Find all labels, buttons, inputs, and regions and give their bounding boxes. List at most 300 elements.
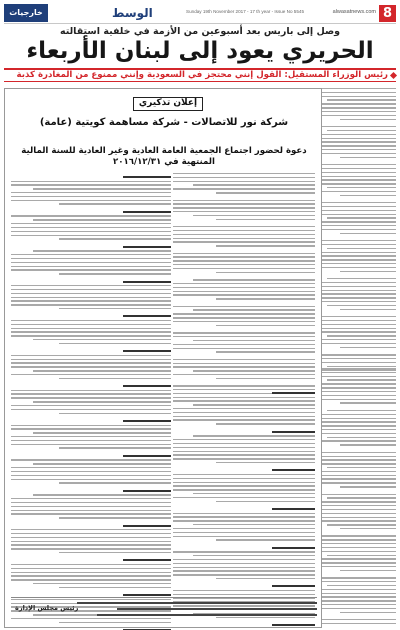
text-line [173,400,315,401]
text-line [316,176,396,177]
text-line [11,572,171,573]
text-line [327,99,396,100]
text-line [11,459,171,460]
text-line [173,520,315,521]
text-line [316,328,396,329]
text-heading-line [123,420,171,422]
text-line [33,583,171,584]
text-line [173,291,315,292]
text-line [11,258,171,259]
text-line [59,447,171,448]
text-line [173,359,315,360]
text-line [11,184,171,185]
text-heading-line [123,176,171,178]
text-line [316,463,396,464]
text-line [316,252,396,253]
text-line [11,393,171,394]
text-line [316,425,396,426]
text-line [316,535,396,536]
text-line [316,475,396,476]
text-line [340,157,396,158]
text-line [316,354,396,355]
text-line [173,574,315,575]
text-line [316,600,396,601]
text-line [327,305,396,306]
text-line [59,308,171,309]
ad-footer-line [117,608,317,610]
text-line [59,238,171,239]
text-line [340,195,396,196]
text-line [216,245,315,246]
text-line [173,234,315,235]
diamond-bullet-icon [390,72,397,79]
ad-agenda-list-2 [173,389,315,604]
text-line [173,200,315,201]
text-line [173,590,315,591]
text-line [327,410,396,411]
article-body-column-lower [316,368,396,626]
section-tab[interactable]: خارجيات [4,4,48,22]
text-line [173,513,315,514]
text-line [216,351,315,352]
text-line [173,419,315,420]
text-heading-line [272,585,315,587]
text-line [173,173,315,174]
text-line [316,596,396,597]
text-line [59,622,171,623]
text-line [173,287,315,288]
text-line [316,391,396,392]
text-line [11,529,171,530]
page-number-badge: 8 [379,5,396,22]
text-line [11,231,171,232]
text-line [11,405,171,406]
text-line [316,604,396,605]
text-line [11,200,171,201]
text-line [11,215,171,216]
text-heading-line [123,211,171,213]
text-line [173,207,315,208]
text-line [316,107,396,108]
text-line [173,181,315,182]
text-line [316,619,396,620]
text-line [11,320,171,321]
text-line [316,509,396,510]
text-line [173,412,315,413]
text-heading-line [123,281,171,283]
text-line [173,567,315,568]
text-line [11,440,171,441]
text-heading-line [123,385,171,387]
text-line [11,196,171,197]
text-line [173,203,315,204]
text-heading-line [272,431,315,433]
text-line [173,474,315,475]
text-line [11,537,171,538]
text-line [11,362,171,363]
text-line [173,532,315,533]
text-line [11,564,171,565]
text-line [316,566,396,567]
text-line [11,262,171,263]
text-line [316,111,396,112]
text-line [316,520,396,521]
text-line [216,462,315,463]
text-line [216,272,315,273]
text-line [340,444,396,445]
text-line [316,229,396,230]
text-line [193,279,315,280]
ad-footer-line [97,614,317,616]
text-heading-line [123,490,171,492]
text-line [327,467,396,468]
text-line [316,324,396,325]
text-line [340,309,396,310]
text-line [316,145,396,146]
text-line [193,309,315,310]
text-line [316,153,396,154]
text-line [340,119,396,120]
text-line [340,347,396,348]
text-line [316,482,396,483]
text-line [316,418,396,419]
text-line [193,340,315,341]
text-line [59,378,171,379]
text-line [11,479,171,480]
text-line [11,425,171,426]
text-line [173,563,315,564]
text-line [316,168,396,169]
text-line [316,259,396,260]
text-heading-line [123,455,171,457]
text-line [11,192,171,193]
text-line [11,335,171,336]
text-line [173,366,315,367]
text-line [173,321,315,322]
text-heading-line [272,547,315,549]
text-line [316,471,396,472]
text-line [11,355,171,356]
text-line [193,370,315,371]
text-line [173,283,315,284]
text-line [33,463,171,464]
ad-footer [11,597,317,621]
text-line [316,368,396,369]
text-line [173,528,315,529]
text-line [173,408,315,409]
text-line [59,552,171,553]
site-url[interactable]: alwasatnews.com [332,9,376,15]
text-line [327,585,396,586]
text-line [327,524,396,525]
text-line [193,555,315,556]
text-line [33,401,171,402]
text-line [173,485,315,486]
text-line [173,268,315,269]
text-line [327,130,396,131]
text-line [11,444,171,445]
text-line [316,115,396,116]
article-subhead: رئيس الوزراء المستقيل: القول إنني محتجز في السعودية وإنني ممنوع من المغادرة كذبة [16,70,388,80]
text-line [316,372,396,373]
text-line [316,547,396,548]
text-line [327,335,396,336]
text-line [59,517,171,518]
text-heading-line [272,392,315,394]
text-line [316,395,396,396]
text-line [316,543,396,544]
text-line [316,608,396,609]
text-line [316,96,396,97]
text-line [11,475,171,476]
text-line [33,250,171,251]
text-line [216,501,315,502]
ad-agenda-text [173,173,315,383]
text-line [327,366,396,367]
text-line [11,359,171,360]
text-line [316,589,396,590]
text-line [316,577,396,578]
text-line [316,551,396,552]
text-line [59,482,171,483]
text-line [173,385,315,386]
text-line [340,570,396,571]
text-line [11,467,171,468]
text-line [316,399,396,400]
text-heading-line [123,559,171,561]
text-line [173,451,315,452]
text-line [316,581,396,582]
text-line [216,219,315,220]
text-line [11,181,171,182]
text-line [11,289,171,290]
ad-footer-line [77,602,317,604]
text-line [59,273,171,274]
text-line [173,536,315,537]
text-line [316,558,396,559]
text-line [33,494,171,495]
text-line [173,416,315,417]
text-line [173,260,315,261]
text-line [11,510,171,511]
subhead-bar [4,68,396,82]
text-line [173,478,315,479]
text-line [11,297,171,298]
text-line [316,343,396,344]
text-line [11,541,171,542]
text-line [173,348,315,349]
text-line [173,454,315,455]
text-line [173,516,315,517]
text-line [316,202,396,203]
text-line [11,409,171,410]
text-heading-line [123,246,171,248]
text-heading-line [272,508,315,510]
text-line [316,452,396,453]
text-line [11,533,171,534]
text-line [11,235,171,236]
text-line [216,578,315,579]
text-line [316,191,396,192]
text-line [11,304,171,305]
text-line [193,524,315,525]
text-line [173,497,315,498]
text-line [316,421,396,422]
text-line [316,539,396,540]
text-line [173,211,315,212]
text-line [11,285,171,286]
text-line [327,497,396,498]
text-line [173,253,315,254]
text-line [11,324,171,325]
text-line [173,306,315,307]
text-line [316,221,396,222]
text-line [173,177,315,178]
text-line [316,172,396,173]
text-heading-line [123,315,171,317]
text-line [316,316,396,317]
text-line [316,244,396,245]
text-line [216,298,315,299]
text-line [316,88,396,89]
ad-signature: رئيس مجلس الإدارة [15,604,79,612]
text-line [11,300,171,301]
text-line [59,413,171,414]
text-line [11,269,171,270]
issue-line: Sunday 19th November 2017 - 17 th year - Issue No 5545 [186,9,304,14]
text-line [59,587,171,588]
text-line [316,149,396,150]
text-line [340,402,396,403]
ad-invitation: دعوة لحضور اجتماع الجمعية العامة العادية وغير العادية للسنة المالية المنتهية في ٢٠١٦/١٢/٣١ [21,146,307,167]
text-line [193,215,315,216]
article-kicker: وصل إلى باريس بعد أسبوعين من الأزمة في خلفية استقالته [59,26,341,37]
text-line [316,267,396,268]
text-line [216,325,315,326]
text-line [11,397,171,398]
text-line [316,282,396,283]
text-line [316,414,396,415]
text-line [316,164,396,165]
text-line [173,363,315,364]
text-line [11,513,171,514]
text-line [11,544,171,545]
text-line [316,293,396,294]
ad-agenda-list [11,173,171,603]
text-line [11,254,171,255]
text-line [11,502,171,503]
text-line [316,387,396,388]
text-line [173,439,315,440]
text-line [11,506,171,507]
text-line [216,539,315,540]
text-line [173,482,315,483]
text-line [193,435,315,436]
text-line [173,317,315,318]
text-line [173,230,315,231]
text-line [316,214,396,215]
text-line [316,429,396,430]
text-heading-line [123,350,171,352]
text-line [316,179,396,180]
text-line [316,362,396,363]
text-line [173,336,315,337]
text-line [173,397,315,398]
paper-logo: الوسط [112,6,153,20]
text-line [316,210,396,211]
text-line [11,428,171,429]
text-line [173,264,315,265]
text-line [316,263,396,264]
text-line [173,344,315,345]
text-line [316,494,396,495]
text-line [11,568,171,569]
advertisement-frame [4,88,322,628]
text-line [173,294,315,295]
text-line [173,443,315,444]
text-line [316,103,396,104]
text-line [316,183,396,184]
text-line [11,575,171,576]
text-line [173,241,315,242]
text-line [193,493,315,494]
text-line [11,436,171,437]
text-line [316,433,396,434]
text-line [316,331,396,332]
text-line [59,203,171,204]
masthead [4,4,396,24]
text-line [173,559,315,560]
text-line [193,184,315,185]
text-line [316,301,396,302]
text-line [11,266,171,267]
text-line [340,528,396,529]
text-line [216,192,315,193]
text-line [327,217,396,218]
text-line [316,440,396,441]
text-line [316,501,396,502]
text-line [327,555,396,556]
text-line [316,459,396,460]
text-line [173,188,315,189]
text-line [327,379,396,380]
text-line [316,225,396,226]
text-line [11,548,171,549]
text-line [316,290,396,291]
text-line [316,320,396,321]
text-line [316,339,396,340]
text-line [327,187,396,188]
text-line [173,570,315,571]
text-line [11,498,171,499]
text-line [193,404,315,405]
text-line [173,594,315,595]
text-line [340,486,396,487]
text-line [316,505,396,506]
text-line [316,376,396,377]
text-line [173,489,315,490]
text-line [316,383,396,384]
text-heading-line [272,624,315,626]
text-line [11,390,171,391]
text-line [316,623,396,624]
text-line [316,456,396,457]
text-line [11,293,171,294]
text-line [316,286,396,287]
text-heading-line [272,469,315,471]
article-headline: الحريري يعود إلى لبنان الأربعاء [26,38,374,64]
text-line [173,374,315,375]
